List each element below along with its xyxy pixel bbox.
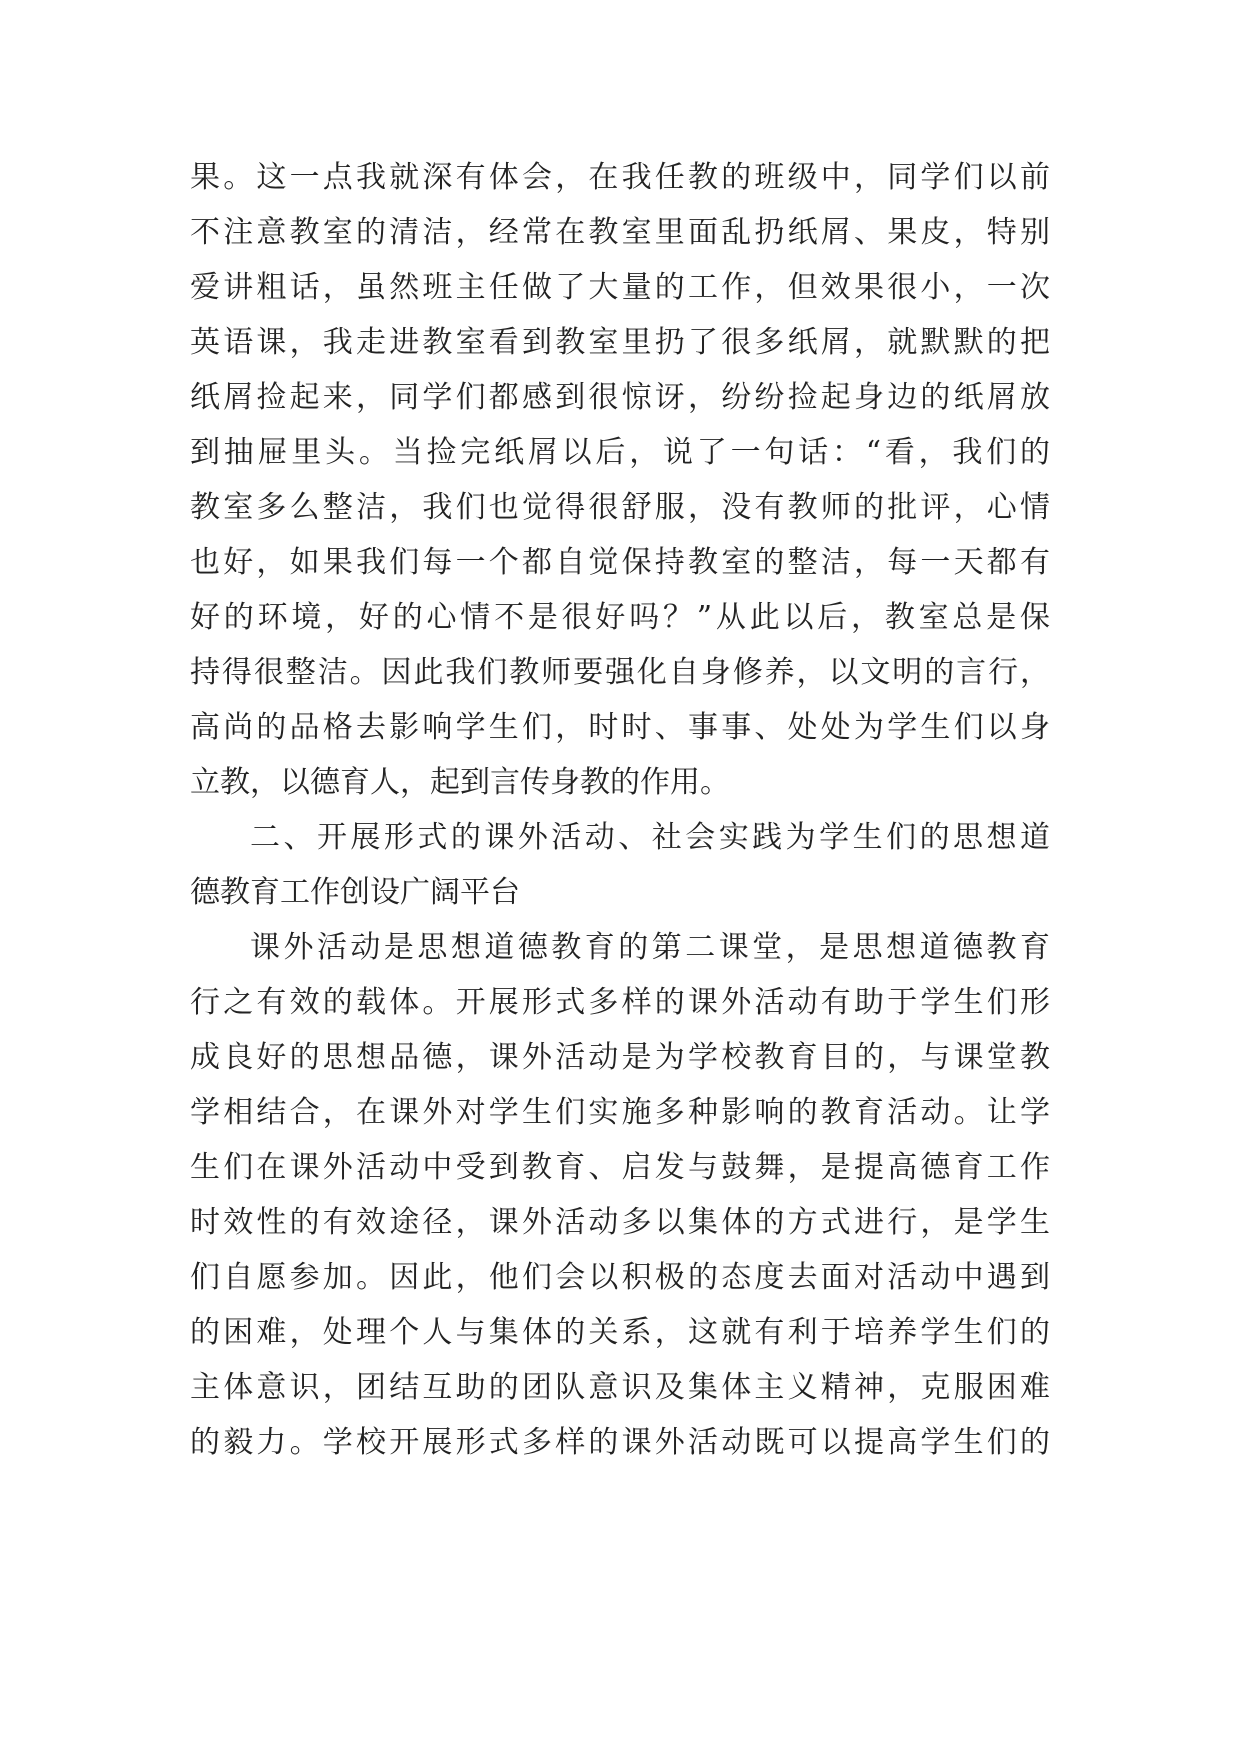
document-body [190, 150, 1050, 1470]
text-line: 果。这一点我就深有体会，在我任教的班级中，同学们以前 [190, 160, 1050, 195]
text-line: 生们在课外活动中受到教育、启发与鼓舞，是提高德育工作 [190, 1150, 1050, 1185]
text-line: 学相结合，在课外对学生们实施多种影响的教育活动。让学 [190, 1095, 1050, 1130]
text-line: 成良好的思想品德，课外活动是为学校教育目的，与课堂教 [190, 1040, 1050, 1075]
text-line: 爱讲粗话，虽然班主任做了大量的工作，但效果很小，一次 [190, 270, 1050, 305]
text-line: 好的环境，好的心情不是很好吗？”从此以后，教室总是保 [190, 600, 1050, 635]
text-line: 时效性的有效途径，课外活动多以集体的方式进行，是学生 [190, 1205, 1050, 1240]
text-line: 持得很整洁。因此我们教师要强化自身修养，以文明的言行， [190, 655, 1050, 690]
text-line: 德教育工作创设广阔平台 [190, 875, 520, 910]
text-line: 的毅力。学校开展形式多样的课外活动既可以提高学生们的 [190, 1425, 1050, 1460]
paragraph-1 [190, 150, 1050, 810]
text-line: 高尚的品格去影响学生们，时时、事事、处处为学生们以身 [190, 710, 1050, 745]
text-line: 不注意教室的清洁，经常在教室里面乱扔纸屑、果皮，特别 [190, 215, 1050, 250]
section-heading [190, 810, 1050, 920]
text-line: 立教，以德育人，起到言传身教的作用。 [190, 765, 730, 800]
text-line: 课外活动是思想道德教育的第二课堂，是思想道德教育 [250, 930, 1050, 965]
text-line: 主体意识，团结互助的团队意识及集体主义精神，克服困难 [190, 1370, 1050, 1405]
text-line: 教室多么整洁，我们也觉得很舒服，没有教师的批评，心情 [190, 490, 1050, 525]
text-line: 行之有效的载体。开展形式多样的课外活动有助于学生们形 [190, 985, 1050, 1020]
text-line: 英语课，我走进教室看到教室里扔了很多纸屑，就默默的把 [190, 325, 1050, 360]
text-line: 的困难，处理个人与集体的关系，这就有利于培养学生们的 [190, 1315, 1050, 1350]
text-line: 也好，如果我们每一个都自觉保持教室的整洁，每一天都有 [190, 545, 1050, 580]
text-line: 纸屑捡起来，同学们都感到很惊讶，纷纷捡起身边的纸屑放 [190, 380, 1050, 415]
text-line: 到抽屉里头。当捡完纸屑以后，说了一句话：“看，我们的 [190, 435, 1050, 470]
text-line: 二、开展形式的课外活动、社会实践为学生们的思想道 [250, 820, 1050, 855]
paragraph-3 [190, 920, 1050, 1470]
text-line: 们自愿参加。因此，他们会以积极的态度去面对活动中遇到 [190, 1260, 1050, 1295]
